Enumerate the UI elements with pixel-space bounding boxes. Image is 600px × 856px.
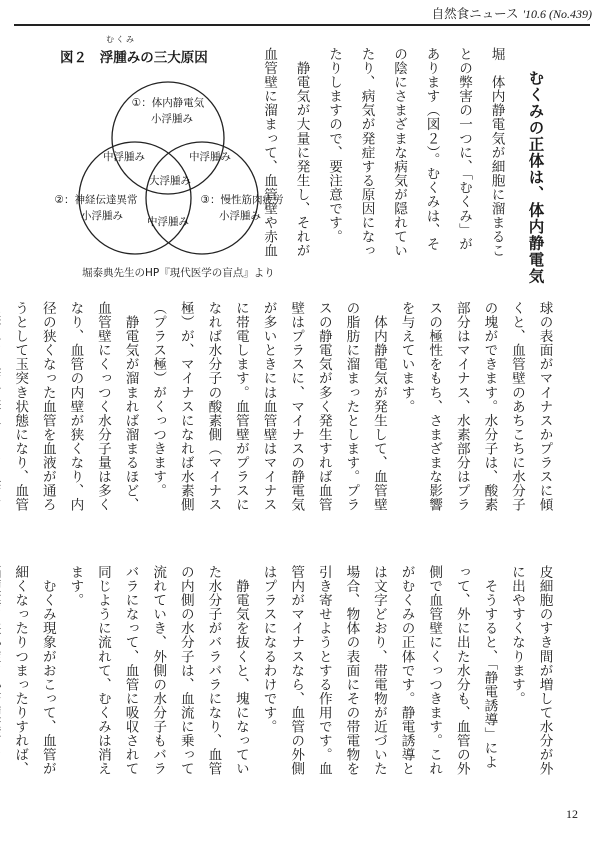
figure-ruby: むくみ: [106, 35, 136, 44]
label-left-1: ②：神経伝達異常: [54, 194, 138, 206]
label-overlap-right: 中浮腫み: [189, 151, 231, 163]
text-column: はプラスになるわけです。: [260, 565, 277, 734]
text-column: 血管壁に溜まって、血管壁や赤血: [261, 47, 278, 258]
text-column: 場合、物体の表面にその帯電物を: [343, 565, 360, 776]
figure-caption: 堀泰典先生のHP『現代医学の盲点』より: [82, 267, 275, 279]
label-center: 大浮腫み: [149, 175, 191, 187]
text-column: 極）が、マイナスになれば水素側: [177, 301, 194, 512]
text-column: 壁はプラスに、マイナスの静電気: [288, 301, 305, 512]
text-column: なれば水分子の酸素側（マイナス: [205, 301, 222, 512]
text-column: 体内静電気が発生して、血管壁: [370, 301, 387, 512]
text-column: 皮細胞のすき間が増して水分が外: [536, 565, 553, 776]
text-column: 同じように流れて、むくみは消え: [94, 565, 111, 776]
text-column: の脂肪に溜まったとします。プラ: [343, 301, 360, 512]
label-top-1: ①：体内静電気: [131, 97, 205, 109]
text-column: たりしますので、要注意です。: [326, 47, 343, 244]
text-column: ます。: [67, 565, 84, 608]
label-left-2: 小浮腫み: [81, 210, 123, 222]
label-right-1: ③：慢性筋肉疲労: [200, 194, 284, 206]
text-column: （プラス極）がくっつきます。: [150, 301, 167, 498]
page-header: [330, 4, 592, 22]
text-column: くと、血管壁のあちこちに水分子: [508, 301, 525, 512]
text-column: 引き寄せようとする作用です。血: [315, 565, 332, 776]
text-column: に出やすくなります。: [508, 565, 525, 706]
text-column: うとして玉突き状態になり、血管: [12, 301, 29, 512]
label-overlap-bottom: 中浮腫み: [147, 216, 189, 228]
text-column: って、外に出た水分も、血管の外: [453, 565, 470, 776]
text-column: の陰にさまざまな病気が隠れてい: [391, 47, 408, 258]
text-column: が多いときには血管壁はマイナス: [260, 301, 277, 512]
figure-title: [60, 35, 208, 66]
text-column: 静電気が溜まれば溜まるほど、: [122, 301, 139, 512]
text-column: 球の表面がマイナスかプラスに傾: [536, 301, 553, 512]
text-column: 管内がマイナスなら、血管の外側: [288, 565, 305, 776]
magazine-title: 自然食ニュース: [431, 6, 519, 21]
text-column: むくみ現象がおこって、血管が: [39, 565, 56, 776]
text-column: なり、血管の内壁が狭くなり、内: [67, 301, 84, 512]
text-column: を与えています。: [398, 301, 415, 414]
text-column: がむくみの正体です。静電誘導と: [398, 565, 415, 776]
label-overlap-left: 中浮腫み: [103, 151, 145, 163]
text-column: の塊ができます。水分子は、酸素: [481, 301, 498, 512]
text-column: たり、病気が発症する原因になっ: [358, 47, 375, 258]
figure-label: 図２: [60, 50, 87, 66]
text-column: た水分子がバラバラになり、血管: [205, 565, 222, 776]
text-column: に帯電します。血管壁がプラスに: [232, 301, 249, 512]
text-column: 血管壁にくっつく水分子量は多く: [94, 301, 111, 512]
text-column: スの極性をもち、さまざまな影響: [426, 301, 443, 512]
text-column: 細くなったりつまったりすれば、: [12, 565, 29, 776]
figure-heading: 浮腫みの三大原因: [99, 50, 208, 66]
text-column: 堀 体内静電気が細胞に溜まるこ: [488, 47, 505, 258]
header-rule: [14, 24, 590, 26]
text-column: あります（図２）。むくみは、そ: [423, 47, 440, 251]
text-column: 径の狭くなった血管を血液が通ろ: [39, 301, 56, 512]
text-column: との弊害の一つに、「むくみ」が: [456, 47, 473, 251]
text-column: 側で血管壁にくっつきます。これ: [426, 565, 443, 776]
text-column: スの静電気が多く発生すれば血管: [315, 301, 332, 512]
text-column: 静電気を抜くと、塊になってい: [232, 565, 249, 776]
label-top-2: 小浮腫み: [151, 113, 193, 125]
text-column: は文字どおり、帯電物が近づいた: [370, 565, 387, 776]
text-column: 部分はマイナス、水素部分はプラ: [453, 301, 470, 512]
text-column: そうすると、「静電誘導」によ: [481, 565, 498, 769]
text-column: 静電気が大量に発生し、それが: [293, 47, 310, 258]
article-heading: むくみの正体は、体内静電気: [526, 70, 545, 285]
label-right-2: 小浮腫み: [219, 210, 261, 222]
issue-number: '10.6 (No.439): [522, 7, 592, 21]
page-number: 12: [566, 807, 578, 821]
text-column: 流れていき、外側の水分子もバラ: [150, 565, 167, 776]
text-column: の内側の水分子は、血流に乗って: [177, 565, 194, 776]
text-column: バラになって、血管に吸収されて: [122, 565, 139, 776]
